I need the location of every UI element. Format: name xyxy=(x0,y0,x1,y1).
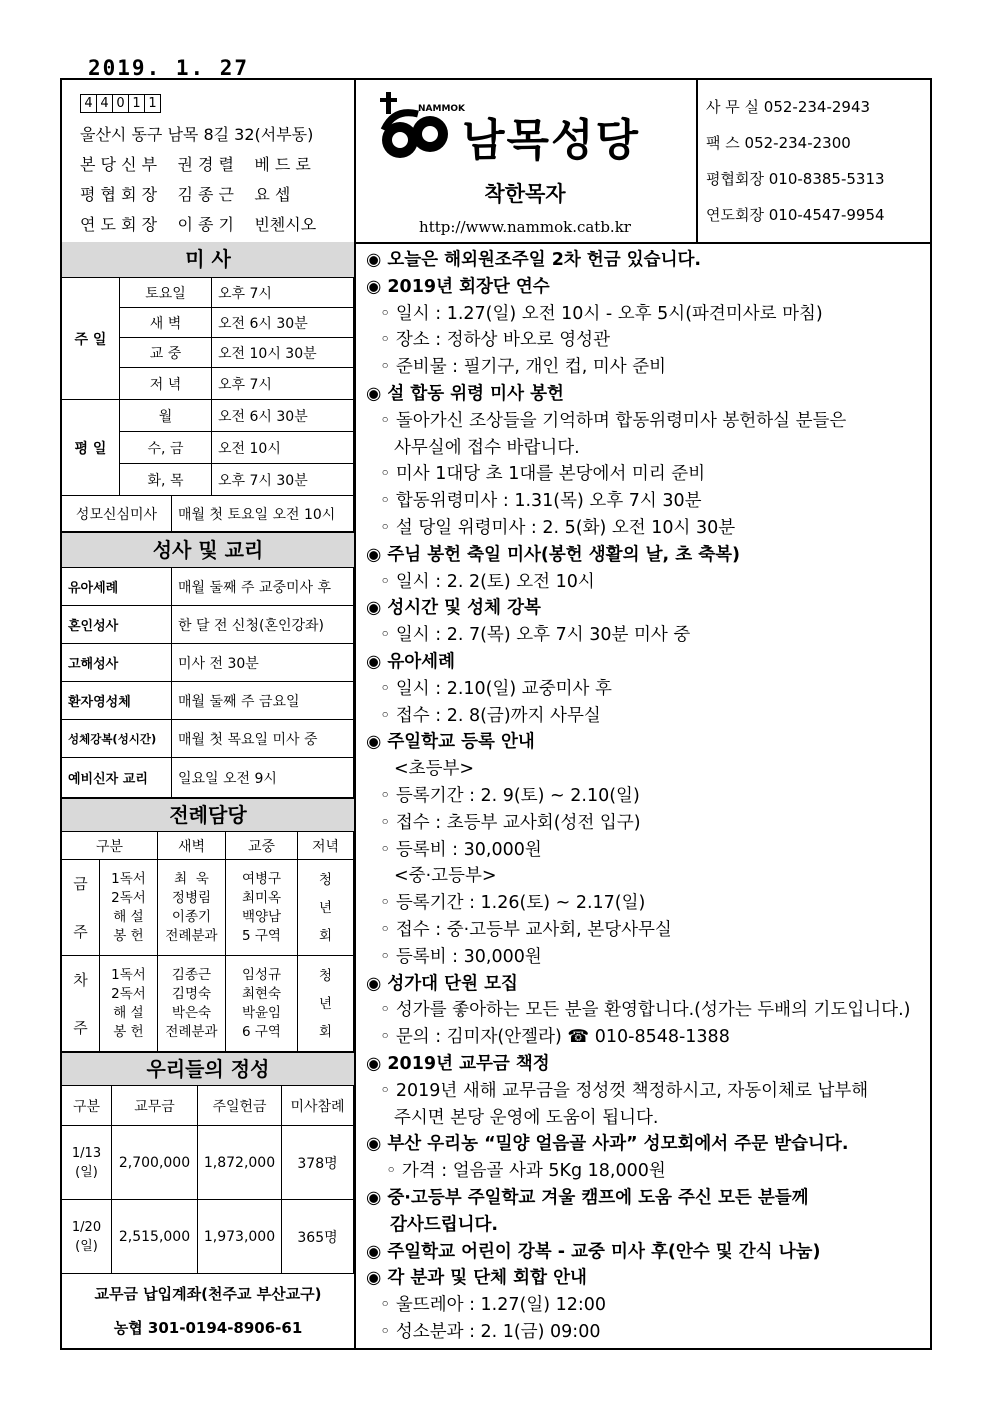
week-label-top: 차 xyxy=(73,971,88,990)
notice-heading: ◉ 주일학교 등록 안내 xyxy=(366,732,535,753)
sacrament-desc: 일요일 오전 9시 xyxy=(172,758,354,798)
notice-line: ◦ 접수 : 2. 8(금)까지 사무실 xyxy=(380,705,601,726)
zip-digit: 4 xyxy=(80,94,97,113)
notice-line: <중·고등부> xyxy=(394,866,497,887)
motto: 착한목자 xyxy=(484,182,566,206)
notice-line: ◦ 장소 : 정하상 바오로 영성관 xyxy=(380,330,610,351)
church-name: 남목성당 xyxy=(462,115,641,166)
notice-line: ◦ 성소분과 : 2. 1(금) 09:00 xyxy=(380,1322,601,1342)
notice-heading: ◉ 설 합동 위령 미사 봉헌 xyxy=(366,384,564,404)
mass-title: 미 사 xyxy=(62,242,354,278)
staff-name: 김 종 근 xyxy=(177,185,234,204)
notice-line: ◦ 등록기간 : 1.26(토) ~ 2.17(일) xyxy=(380,893,646,914)
notice-heading: ◉ 각 분과 및 단체 회합 안내 xyxy=(366,1268,587,1289)
sacrament-desc: 매월 둘째 주 교중미사 후 xyxy=(172,568,354,606)
contact-yeondo xyxy=(706,204,885,225)
staff-baptismal: 요 셉 xyxy=(254,185,291,204)
liturgy-header: 새벽 xyxy=(158,832,226,860)
mass-day: 교 중 xyxy=(120,338,212,368)
zip-digit: 4 xyxy=(96,94,113,113)
notice-heading: ◉ 오늘은 해외원조주일 2차 헌금 있습니다. xyxy=(366,250,702,270)
liturgy-header: 구분 xyxy=(62,832,158,860)
zip-digit: 0 xyxy=(112,94,129,113)
address: 울산시 동구 남목 8길 32(서부동) xyxy=(80,125,314,144)
account-label: 교무금 납입계좌(천주교 부산교구) xyxy=(94,1284,322,1303)
header-contacts xyxy=(696,80,930,242)
contact-council xyxy=(706,168,885,189)
sacrament-name: 환자영성체 xyxy=(62,682,172,720)
notice-line: ◦ 일시 : 1.27(일) 오전 10시 - 오후 5시(파견미사로 마침) xyxy=(380,303,823,324)
weekday-label: 평 일 xyxy=(62,400,120,496)
notice-line: ◦ 일시 : 2.10(일) 교중미사 후 xyxy=(380,678,612,699)
liturgy-week-label xyxy=(62,860,100,956)
sunday-label: 주 일 xyxy=(62,278,120,400)
week-label-top: 금 xyxy=(73,875,88,894)
staff-role: 본 당 신 부 xyxy=(80,155,158,174)
header xyxy=(62,80,930,244)
special-mass-label: 성모신심미사 xyxy=(62,496,172,532)
notice-line: ◦ 설 당일 위령미사 : 2. 5(화) 오전 10시 30분 xyxy=(380,518,736,538)
contact-number: 010-8385-5313 xyxy=(768,170,885,188)
contact-number: 052-234-2943 xyxy=(763,98,871,116)
notice-line: ◦ 접수 : 초등부 교사회(성전 입구) xyxy=(380,812,641,833)
staff-baptismal: 베 드 로 xyxy=(254,155,311,174)
liturgy-header: 교중 xyxy=(226,832,298,860)
notice-heading: 감사드립니다. xyxy=(390,1214,499,1235)
notice-line: ◦ 2019년 새해 교무금을 정성껏 책정하시고, 자동이체로 납부해 xyxy=(380,1080,869,1101)
staff-role: 평 협 회 장 xyxy=(80,185,158,204)
liturgy-title: 전례담당 xyxy=(62,798,354,832)
notice-heading: ◉ 2019년 회장단 연수 xyxy=(366,276,550,297)
sacrament-desc: 매월 둘째 주 금요일 xyxy=(172,682,354,720)
offering-date: 1/13 (일) xyxy=(62,1126,112,1200)
notice-line: <초등부> xyxy=(394,759,475,780)
liturgy-evening: 청 년 회 xyxy=(298,956,354,1052)
zip-digit: 1 xyxy=(144,94,161,113)
liturgy-evening: 청 년 회 xyxy=(298,860,354,956)
contact-number: 010-4547-9954 xyxy=(768,206,885,224)
zip-code xyxy=(80,94,160,113)
offerings-title: 우리들의 정성 xyxy=(62,1052,354,1086)
notice-line: ◦ 등록비 : 30,000원 xyxy=(380,839,542,860)
contact-label: 사 무 실 xyxy=(706,98,760,116)
liturgy-main: 여병구 최미옥 백양남 5 구역 xyxy=(226,860,298,956)
sacrament-desc: 한 달 전 신청(혼인강좌) xyxy=(172,606,354,644)
liturgy-main: 임성규 최현숙 박윤임 6 구역 xyxy=(226,956,298,1052)
liturgy-dawn: 최 욱 정병림 이종기 전례분과 xyxy=(158,860,226,956)
week-label-bottom: 주 xyxy=(73,1018,88,1037)
offering-attendance: 365명 xyxy=(282,1200,354,1274)
notice-line: ◦ 일시 : 2. 2(토) 오전 10시 xyxy=(380,571,595,592)
offering-header: 주일헌금 xyxy=(198,1086,282,1126)
account-number: 농협 301-0194-8906-61 xyxy=(113,1318,303,1337)
notice-heading: ◉ 성가대 단원 모집 xyxy=(366,973,518,994)
left-column xyxy=(62,242,356,1350)
offering-attendance: 378명 xyxy=(282,1126,354,1200)
offering-collection: 1,973,000 xyxy=(198,1200,282,1274)
mass-day: 수, 금 xyxy=(120,432,212,464)
church-url[interactable]: http://www.nammok.catb.kr xyxy=(419,218,631,236)
notice-line: ◦ 성가를 좋아하는 모든 분을 환영합니다.(성가는 두배의 기도입니다.) xyxy=(380,1000,911,1021)
notice-heading: ◉ 2019년 교무금 책정 xyxy=(366,1054,550,1074)
notice-line: ◦ 돌아가신 조상들을 기억하며 합동위령미사 봉헌하실 분들은 xyxy=(380,410,847,431)
offering-header: 미사참례 xyxy=(282,1086,354,1126)
notice-line: ◦ 준비물 : 필기구, 개인 컵, 미사 준비 xyxy=(380,357,667,378)
mass-day: 월 xyxy=(120,400,212,432)
notice-heading: ◉ 부산 우리농 “밀양 얼음골 사과” 성모회에서 주문 받습니다. xyxy=(366,1134,849,1155)
header-logo-area xyxy=(354,80,698,242)
notice-line: ◦ 미사 1대당 초 1대를 본당에서 미리 준비 xyxy=(380,464,706,485)
staff-pastor xyxy=(80,152,311,175)
sacrament-name: 혼인성사 xyxy=(62,606,172,644)
bulletin-frame xyxy=(60,78,932,1350)
notice-line: ◦ 접수 : 중·고등부 교사회, 본당사무실 xyxy=(380,920,672,940)
offering-dues: 2,700,000 xyxy=(112,1126,198,1200)
liturgy-header: 저녁 xyxy=(298,832,354,860)
mass-time: 오전 6시 30분 xyxy=(212,400,354,432)
week-label-bottom: 주 xyxy=(73,922,88,941)
contact-office xyxy=(706,96,870,117)
contact-fax xyxy=(706,132,851,153)
contact-number: 052-234-2300 xyxy=(744,134,851,152)
mass-time: 오전 6시 30분 xyxy=(212,308,354,338)
staff-role: 연 도 회 장 xyxy=(80,215,158,234)
sacrament-desc: 미사 전 30분 xyxy=(172,644,354,682)
special-mass-time: 매월 첫 토요일 오전 10시 xyxy=(172,496,354,532)
contact-label: 팩 스 xyxy=(706,134,740,152)
mass-day: 화, 목 xyxy=(120,464,212,496)
contact-label: 평협회장 xyxy=(706,170,764,188)
sacrament-name: 성체강복(성시간) xyxy=(62,720,172,758)
staff-yeondo xyxy=(80,212,316,235)
mass-time: 오후 7시 xyxy=(212,278,354,308)
logo-small-text: NAMMOK xyxy=(418,104,466,114)
notice-line: 사무실에 접수 바랍니다. xyxy=(394,437,580,458)
offering-collection: 1,872,000 xyxy=(198,1126,282,1200)
notice-line: ◦ 등록비 : 30,000원 xyxy=(380,946,542,967)
notice-line: ◦ 문의 : 김미자(안젤라) ☎ 010-8548-1388 xyxy=(380,1027,730,1048)
notice-line: ◦ 가격 : 얼음골 사과 5Kg 18,000원 xyxy=(386,1161,666,1182)
liturgy-week-label xyxy=(62,956,100,1052)
cross-logo-icon xyxy=(374,90,464,170)
notice-line: 주시면 본당 운영에 도움이 됩니다. xyxy=(394,1107,659,1128)
notice-heading: ◉ 유아세례 xyxy=(366,652,455,672)
staff-name: 이 종 기 xyxy=(177,215,234,234)
liturgy-dawn: 김종근 김명숙 박은숙 전례분과 xyxy=(158,956,226,1052)
mass-time: 오후 7시 30분 xyxy=(212,464,354,496)
offering-dues: 2,515,000 xyxy=(112,1200,198,1274)
staff-baptismal: 빈첸시오 xyxy=(254,215,317,234)
notice-heading: ◉ 성시간 및 성체 강복 xyxy=(366,598,541,619)
mass-day: 새 벽 xyxy=(120,308,212,338)
liturgy-roles: 1독서 2독서 해 설 봉 헌 xyxy=(100,860,158,956)
notice-line: ◦ 합동위령미사 : 1.31(목) 오후 7시 30분 xyxy=(380,491,702,512)
header-info xyxy=(62,80,356,242)
notice-line: ◦ 울뜨레아 : 1.27(일) 12:00 xyxy=(380,1295,607,1316)
staff-council xyxy=(80,182,290,205)
mass-time: 오전 10시 30분 xyxy=(212,338,354,368)
sacrament-name: 예비신자 교리 xyxy=(62,758,172,798)
church-logo xyxy=(374,90,684,170)
bulletin-date: 2019. 1. 27 xyxy=(88,56,250,80)
mass-time: 오전 10시 xyxy=(212,432,354,464)
liturgy-roles: 1독서 2독서 해 설 봉 헌 xyxy=(100,956,158,1052)
sacrament-desc: 매월 첫 목요일 미사 중 xyxy=(172,720,354,758)
mass-day: 저 녁 xyxy=(120,368,212,400)
mass-time: 오후 7시 xyxy=(212,368,354,400)
contact-label: 연도회장 xyxy=(706,206,764,224)
mass-day: 토요일 xyxy=(120,278,212,308)
notice-heading: ◉ 주일학교 어린이 강복 - 교중 미사 후(안수 및 간식 나눔) xyxy=(366,1241,821,1262)
notice-heading: ◉ 주님 봉헌 축일 미사(봉헌 생활의 날, 초 축복) xyxy=(366,544,741,565)
offering-header: 교무금 xyxy=(112,1086,198,1126)
sacraments-title: 성사 및 교리 xyxy=(62,532,354,568)
staff-name: 권 경 렬 xyxy=(177,155,234,174)
notice-line: ◦ 일시 : 2. 7(목) 오후 7시 30분 미사 중 xyxy=(380,625,691,646)
sacrament-name: 유아세례 xyxy=(62,568,172,606)
notice-heading: ◉ 중·고등부 주일학교 겨울 캠프에 도움 주신 모든 분들께 xyxy=(366,1188,809,1208)
sacrament-name: 고해성사 xyxy=(62,644,172,682)
offering-date: 1/20 (일) xyxy=(62,1200,112,1274)
notice-line: ◦ 등록기간 : 2. 9(토) ~ 2.10(일) xyxy=(380,786,640,806)
offering-header: 구분 xyxy=(62,1086,112,1126)
zip-digit: 1 xyxy=(128,94,145,113)
